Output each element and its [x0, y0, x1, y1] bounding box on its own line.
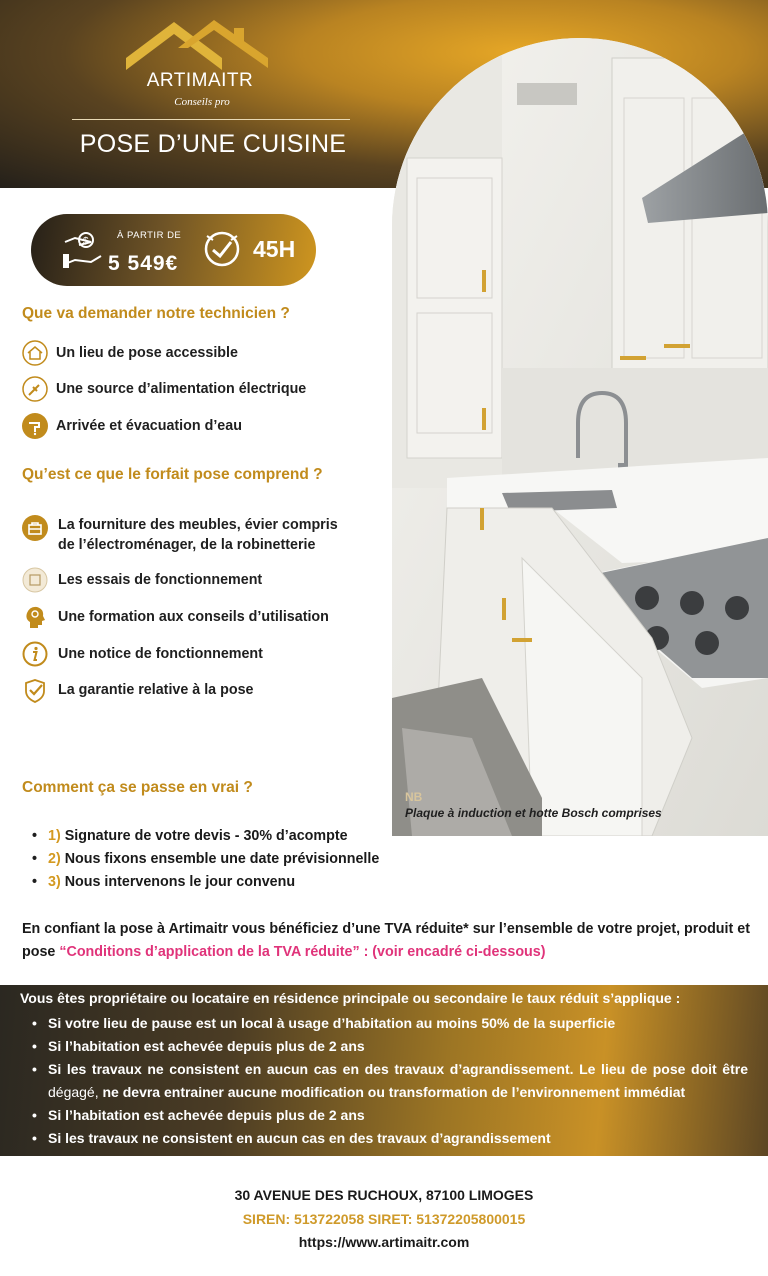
condition-item: • Si votre lieu de pause est un local à usage d’habitation au moins 50% de la superficie — [32, 1012, 748, 1035]
brand-tagline: Conseils pro — [174, 96, 230, 108]
package-item — [22, 604, 329, 630]
requirements-title: Que va demander notre technicien ? — [22, 305, 290, 322]
header-divider — [72, 119, 350, 120]
condition-item: • Si les travaux ne consistent en aucun cas en des travaux d’agrandissement — [32, 1127, 748, 1150]
kitchen-photo — [392, 38, 768, 836]
note-text: Plaque à induction et hotte Bosch comprises — [405, 806, 662, 820]
package-label-line2: de l’électroménager, de la robinetterie — [58, 537, 316, 553]
tva-paragraph — [22, 918, 750, 964]
training-icon — [22, 604, 48, 630]
conditions-list — [32, 1012, 748, 1150]
footer-address: 30 AVENUE DES RUCHOUX, 87100 LIMOGES — [234, 1187, 534, 1203]
requirement-item — [22, 340, 238, 366]
clock-icon — [201, 228, 243, 270]
package-label: Les essais de fonctionnement — [58, 572, 263, 588]
requirement-item — [22, 376, 306, 402]
roof-logo-icon — [126, 18, 268, 70]
process-step: • 2) Nous fixons ensemble une date prévisionnelle — [32, 849, 379, 872]
price-from-label: À PARTIR DE — [117, 230, 182, 241]
toolbox-icon — [22, 515, 48, 541]
package-label: Une formation aux conseils d’utilisation — [58, 609, 329, 625]
package-item — [22, 677, 253, 703]
offer-badge — [31, 214, 316, 286]
process-title: Comment ça se passe en vrai ? — [22, 779, 253, 796]
footer-website-link[interactable]: https://www.artimaitr.com — [298, 1234, 470, 1250]
tva-conditions-link: “Conditions d’application de la TVA réduite” : (voir encadré ci-dessous) — [59, 944, 546, 960]
conditions-title: Vous êtes propriétaire ou locataire en résidence principale ou secondaire le taux réduit s’applique : — [20, 990, 681, 1006]
package-item — [22, 641, 263, 667]
package-label: Une notice de fonctionnement — [58, 646, 263, 662]
plug-icon — [22, 376, 48, 402]
package-label: La fourniture des meubles, évier compris — [58, 517, 338, 533]
page-title: POSE D’UNE CUISINE — [79, 130, 347, 158]
condition-item: • Si l’habitation est achevée depuis plus de 2 ans — [32, 1035, 748, 1058]
requirement-item — [22, 413, 242, 439]
note-label: NB — [405, 790, 423, 804]
requirement-label: Arrivée et évacuation d’eau — [56, 418, 242, 434]
package-item — [22, 515, 338, 555]
footer-company-ids: SIREN: 513722058 SIRET: 51372205800015 — [242, 1211, 526, 1227]
home-icon — [22, 340, 48, 366]
process-steps — [32, 826, 379, 895]
condition-item: • Si l’habitation est achevée depuis plus de 2 ans — [32, 1104, 748, 1127]
checkmark-icon — [22, 677, 48, 703]
tva-text: En confiant la pose à Artimaitr vous bénéficiez d’une TVA réduite* sur l’ensemble de votre projet, produit et pose — [22, 921, 750, 960]
price-value: 5 549€ — [108, 252, 179, 275]
faucet-icon — [22, 413, 48, 439]
package-title: Qu’est ce que le forfait pose comprend ? — [22, 466, 323, 483]
condition-item: • Si les travaux ne consistent en aucun cas en des travaux d’agrandissement. Le lieu de pose doit être dégagé, ne devra entrainer aucune modification ou transformation de l’environnement immédiat — [32, 1058, 748, 1104]
requirement-label: Un lieu de pose accessible — [56, 345, 238, 361]
brand-name: ARTIMAITR — [146, 70, 254, 91]
svg-text:$: $ — [83, 236, 89, 247]
package-item — [22, 567, 262, 593]
money-hands-icon — [61, 226, 111, 274]
requirement-label: Une source d’alimentation électrique — [56, 381, 307, 397]
process-step: • 1) Signature de votre devis - 30% d’acompte — [32, 826, 379, 849]
package-label: La garantie relative à la pose — [58, 682, 254, 698]
test-icon — [22, 567, 48, 593]
conditions-box — [0, 985, 768, 1156]
process-step: • 3) Nous intervenons le jour convenu — [32, 872, 379, 895]
duration-value: 45H — [253, 236, 296, 262]
info-icon — [22, 641, 48, 667]
